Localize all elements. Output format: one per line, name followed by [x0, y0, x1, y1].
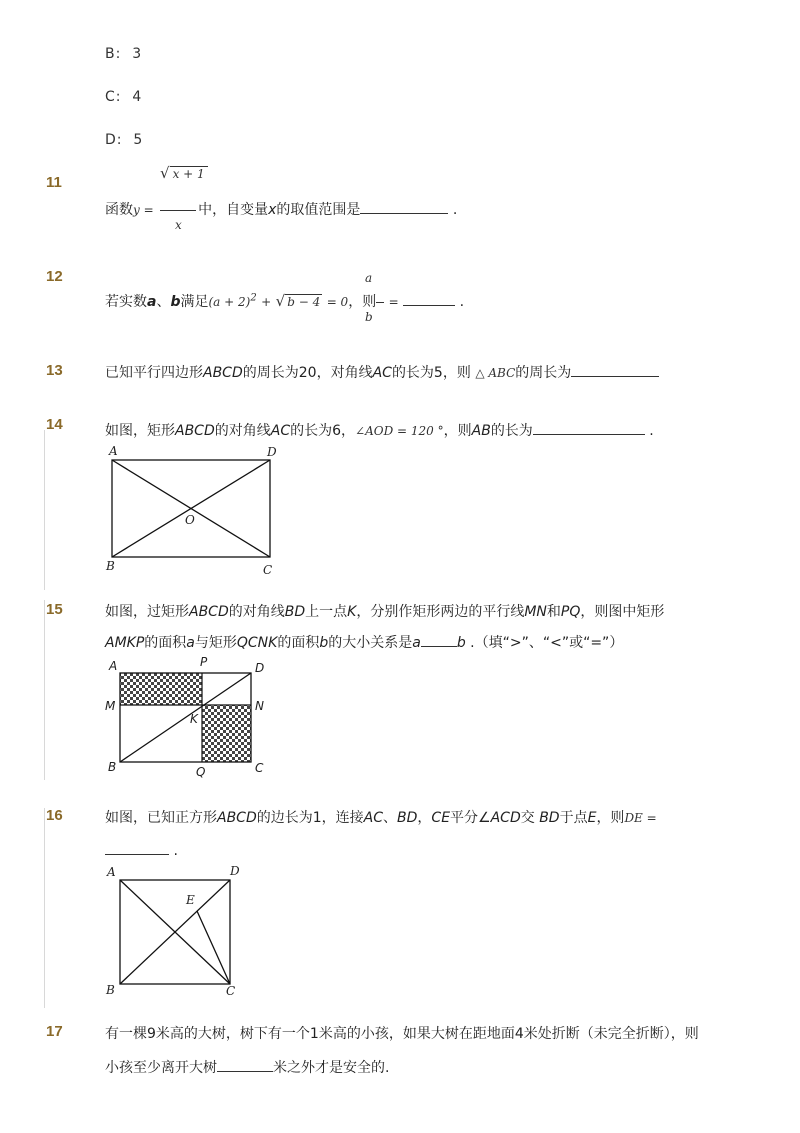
option-sep: :	[115, 89, 122, 105]
q13-text: 的周长为20，对角线	[242, 365, 373, 381]
question-number: 12	[46, 268, 63, 285]
q15-var: QCNK	[236, 635, 278, 651]
rect-amkp-shaded	[120, 673, 202, 705]
question-number: 14	[46, 416, 63, 433]
answer-blank[interactable]	[421, 634, 457, 647]
question-number: 17	[46, 1023, 63, 1040]
q16-var: E	[587, 810, 597, 826]
label-d: D	[255, 661, 265, 675]
q15-var: a	[412, 635, 421, 651]
answer-blank[interactable]	[105, 842, 169, 855]
answer-blank[interactable]	[360, 201, 448, 214]
answer-blank[interactable]	[533, 422, 645, 435]
radical-sign-icon: √	[160, 164, 170, 182]
q14-text: 的长为6，	[290, 423, 356, 439]
q12-text: .	[459, 294, 465, 310]
label-b: B	[108, 760, 117, 774]
q11-numerator: x + 1	[170, 166, 208, 181]
q11-var: x	[268, 202, 277, 218]
label-b: B	[106, 983, 115, 997]
q13-var: AC	[372, 365, 392, 381]
radical-sign-icon: √	[275, 292, 286, 310]
option-d[interactable]	[105, 132, 143, 148]
left-margin-rule	[44, 808, 45, 1008]
fraction-bar	[160, 210, 196, 211]
label-b: B	[106, 559, 115, 573]
q16-text: 于点	[559, 810, 588, 826]
q15-text: .（填“>”、“<”或“=”）	[470, 635, 624, 651]
q15-var: MN	[524, 604, 547, 620]
q16-var: BD	[539, 810, 560, 826]
q13-math: △ ABC	[475, 366, 516, 380]
q15-var: ABCD	[189, 604, 229, 620]
label-k: K	[190, 712, 198, 726]
q11-text: 中，自变量	[198, 202, 269, 218]
label-d: D	[230, 864, 240, 878]
q16-text: 如图，已知正方形	[105, 810, 217, 826]
q15-var: a	[186, 635, 195, 651]
q16-var: ∠ACD	[478, 810, 521, 826]
label-q: Q	[196, 765, 206, 779]
q15-text: ，分别作矩形两边的平行线	[356, 604, 525, 620]
q16-var: BD	[397, 810, 418, 826]
q15-rectangle-figure	[100, 655, 280, 780]
q15-var: K	[347, 604, 357, 620]
q13-text: 已知平行四边形	[105, 365, 203, 381]
q14-math: ∠AOD = 120 °	[355, 424, 444, 438]
q16-text: ，则	[596, 810, 625, 826]
q16-var: CE	[431, 810, 451, 826]
label-c: C	[263, 563, 273, 577]
label-a: A	[109, 659, 118, 673]
option-c[interactable]	[105, 89, 142, 105]
q13-line	[105, 362, 659, 382]
label-m: M	[105, 699, 116, 713]
q15-text: 如图，过矩形	[105, 604, 189, 620]
q15-text: 的面积	[277, 635, 320, 651]
q16-text: 、	[383, 810, 398, 826]
q16-line2	[105, 842, 178, 859]
q13-text: 的长为5，则	[391, 365, 471, 381]
q17-line2	[105, 1057, 389, 1077]
option-value: 4	[132, 89, 143, 105]
q13-var: ABCD	[203, 365, 243, 381]
q11-line	[105, 199, 457, 219]
q15-text: 的大小关系是	[328, 635, 413, 651]
q12-text: 、	[156, 294, 171, 310]
label-c: C	[226, 984, 236, 998]
q12-frac-num: a	[365, 271, 373, 285]
q16-text: 的边长为1，连接	[256, 810, 364, 826]
q15-line1	[105, 601, 664, 621]
q14-text: 的对角线	[214, 423, 271, 439]
q12-line	[105, 291, 464, 311]
label-a: A	[107, 865, 116, 879]
q14-var: ABCD	[175, 423, 215, 439]
q11-text: .	[452, 202, 458, 218]
label-o: O	[185, 513, 195, 527]
q12-text: ，则	[348, 294, 377, 310]
question-number: 16	[46, 807, 63, 824]
q14-rectangle-figure	[100, 443, 290, 580]
label-n: N	[255, 699, 264, 713]
fraction-bar	[376, 302, 384, 303]
q14-line	[105, 420, 654, 440]
q15-text: 与矩形	[194, 635, 237, 651]
q16-var: ABCD	[217, 810, 257, 826]
q12-var: a	[147, 294, 157, 310]
q11-radical	[160, 163, 208, 182]
option-letter: B	[105, 46, 116, 62]
q15-var: b	[319, 635, 329, 651]
question-number: 13	[46, 362, 63, 379]
q15-var: b	[456, 635, 466, 651]
q12-text: 满足	[180, 294, 209, 310]
q12-var: b	[170, 294, 181, 310]
q12-math: +	[261, 295, 272, 309]
q17-text: 米之外才是安全的.	[273, 1060, 390, 1076]
left-margin-rule	[44, 430, 45, 590]
q16-math: DE =	[624, 811, 657, 825]
q15-line2	[105, 632, 623, 652]
q13-text: 的周长为	[515, 365, 572, 381]
question-number: 11	[46, 174, 62, 191]
q12-frac-den: b	[365, 310, 373, 324]
option-letter: C	[105, 89, 116, 105]
rect-qcnk-shaded	[202, 705, 251, 762]
answer-blank[interactable]	[217, 1059, 273, 1072]
answer-blank[interactable]	[571, 364, 659, 377]
q16-line	[105, 807, 657, 827]
q12-math: (a + 2)	[208, 295, 251, 309]
q15-text: ，则图中矩形	[580, 604, 665, 620]
q12-sup: 2	[250, 292, 257, 304]
q14-text: .	[649, 423, 654, 439]
q12-math: =	[388, 295, 399, 309]
q12-math: b − 4	[287, 295, 321, 309]
q17-text: 小孩至少离开大树	[105, 1060, 217, 1076]
q16-text: ，	[417, 810, 432, 826]
option-value: 5	[133, 132, 144, 148]
label-a: A	[109, 444, 118, 458]
q15-var: PQ	[560, 604, 581, 620]
q16-text: 交	[520, 810, 535, 826]
q14-var: AC	[270, 423, 291, 439]
option-b[interactable]	[105, 46, 142, 62]
q11-math: y =	[133, 203, 154, 217]
label-c: C	[255, 761, 264, 775]
q11-text: 函数	[105, 202, 133, 218]
q15-text: 和	[546, 604, 561, 620]
q17-line1: 有一棵9米高的大树，树下有一个1米高的小孩，如果大树在距地面4米处折断（未完全折断），则	[105, 1026, 699, 1042]
q14-text: ，则	[443, 423, 472, 439]
left-margin-rule	[44, 600, 45, 780]
option-sep: :	[116, 132, 123, 148]
answer-blank[interactable]	[403, 293, 455, 306]
bisector-ce	[197, 911, 230, 984]
q15-var: BD	[284, 604, 306, 620]
q12-text: 若实数	[105, 294, 147, 310]
option-letter: D	[105, 132, 117, 148]
q14-var: AB	[471, 423, 491, 439]
q15-var: AMKP	[105, 635, 145, 651]
q15-text: 的对角线	[228, 604, 285, 620]
question-number: 15	[46, 601, 63, 618]
q11-denominator: x	[175, 218, 182, 232]
q15-text: 的面积	[144, 635, 187, 651]
label-p: P	[200, 655, 208, 669]
q11-text: 的取值范围是	[276, 202, 361, 218]
option-sep: :	[115, 46, 122, 62]
q16-text: 平分	[450, 810, 479, 826]
q15-text: 上一点	[305, 604, 348, 620]
q16-text: .	[173, 843, 178, 859]
label-d: D	[267, 445, 277, 459]
label-e: E	[186, 893, 195, 907]
option-value: 3	[132, 46, 143, 62]
q16-var: AC	[363, 810, 384, 826]
q14-text: 的长为	[490, 423, 533, 439]
q12-math: = 0	[326, 295, 349, 309]
q16-square-figure	[100, 862, 250, 1002]
q14-text: 如图，矩形	[105, 423, 175, 439]
